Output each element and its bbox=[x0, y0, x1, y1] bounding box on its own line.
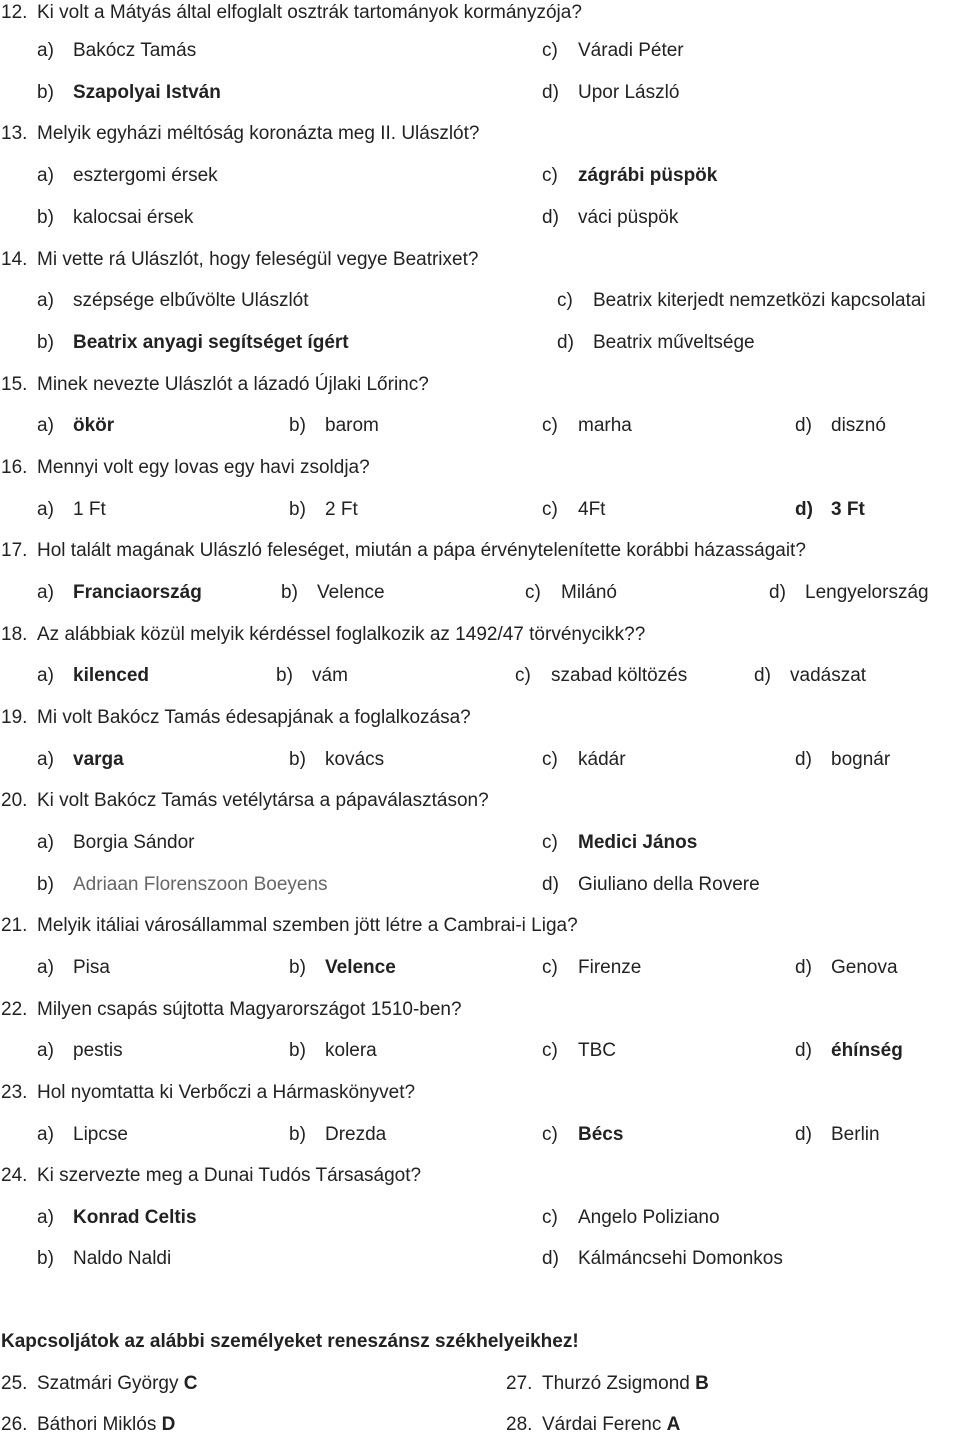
option-c: c) marha bbox=[542, 415, 632, 436]
question-number: 23. bbox=[1, 1082, 28, 1103]
match-item: 27. Thurzó Zsigmond B bbox=[506, 1373, 709, 1394]
question-text: Melyik itáliai városállammal szemben jött létre a Cambrai-i Liga? bbox=[37, 915, 578, 936]
options-row bbox=[0, 579, 960, 607]
option-d: d) Giuliano della Rovere bbox=[542, 874, 760, 895]
question-text: Mi volt Bakócz Tamás édesapjának a foglalkozása? bbox=[37, 707, 471, 728]
question-number: 12. bbox=[1, 2, 28, 23]
question-20 bbox=[0, 787, 960, 815]
match-item: 28. Várdai Ferenc A bbox=[506, 1414, 681, 1435]
option-d: d) Upor László bbox=[542, 82, 680, 103]
option-a: a) Borgia Sándor bbox=[37, 832, 195, 853]
question-number: 21. bbox=[1, 915, 28, 936]
option-a: a) kilenced bbox=[37, 665, 150, 686]
question-text: Mi vette rá Ulászlót, hogy feleségül vegye Beatrixet? bbox=[37, 249, 479, 270]
option-b: b) kolera bbox=[289, 1040, 377, 1061]
question-number: 18. bbox=[1, 624, 28, 645]
option-c: c) szabad költözés bbox=[515, 665, 688, 686]
option-a: a) Lipcse bbox=[37, 1124, 128, 1145]
option-b: b) Drezda bbox=[289, 1124, 387, 1145]
option-d: d) vadászat bbox=[754, 665, 867, 686]
match-item: 25. Szatmári György C bbox=[1, 1373, 198, 1394]
option-a: a) Pisa bbox=[37, 957, 110, 978]
option-d: d) Beatrix műveltsége bbox=[557, 332, 755, 353]
option-d: d) váci püspök bbox=[542, 207, 679, 228]
question-21 bbox=[0, 912, 960, 940]
option-c: c) Angelo Poliziano bbox=[542, 1207, 720, 1228]
option-d: d) éhínség bbox=[795, 1040, 903, 1061]
question-text: Ki volt a Mátyás által elfoglalt osztrák tartományok kormányzója? bbox=[37, 2, 582, 23]
options-row bbox=[0, 162, 960, 190]
option-b: b) vám bbox=[276, 665, 348, 686]
options-row bbox=[0, 1121, 960, 1149]
match-item: 26. Báthori Miklós D bbox=[1, 1414, 176, 1435]
question-15 bbox=[0, 371, 960, 399]
option-b: b) kovács bbox=[289, 749, 385, 770]
question-text: Ki szervezte meg a Dunai Tudós Társaságot? bbox=[37, 1165, 422, 1186]
options-row bbox=[0, 746, 960, 774]
option-c: c) Bécs bbox=[542, 1124, 624, 1145]
option-a: a) szépsége elbűvölte Ulászlót bbox=[37, 290, 309, 311]
question-text: Az alábbiak közül melyik kérdéssel foglalkozik az 1492/47 törvénycikk?? bbox=[37, 624, 646, 645]
question-24 bbox=[0, 1162, 960, 1190]
question-18 bbox=[0, 621, 960, 649]
options-row bbox=[0, 871, 960, 899]
options-row bbox=[0, 287, 960, 315]
option-a: a) varga bbox=[37, 749, 124, 770]
option-a: a) esztergomi érsek bbox=[37, 165, 218, 186]
options-row bbox=[0, 329, 960, 357]
option-a: a) Franciaország bbox=[37, 582, 202, 603]
option-a: a) Bakócz Tamás bbox=[37, 40, 197, 61]
options-row bbox=[0, 1204, 960, 1232]
option-c: c) zágrábi püspök bbox=[542, 165, 718, 186]
option-d: d) bognár bbox=[795, 749, 891, 770]
question-text: Melyik egyházi méltóság koronázta meg II. Ulászlót? bbox=[37, 123, 480, 144]
option-d: d) 3 Ft bbox=[795, 499, 865, 520]
question-number: 17. bbox=[1, 540, 28, 561]
question-22 bbox=[0, 996, 960, 1024]
option-a: a) ökör bbox=[37, 415, 115, 436]
question-number: 20. bbox=[1, 790, 28, 811]
question-number: 24. bbox=[1, 1165, 28, 1186]
question-13 bbox=[0, 120, 960, 148]
question-number: 22. bbox=[1, 999, 28, 1020]
option-c: c) Beatrix kiterjedt nemzetközi kapcsolatai bbox=[557, 290, 926, 311]
question-number: 13. bbox=[1, 123, 28, 144]
options-row bbox=[0, 954, 960, 982]
options-row bbox=[0, 79, 960, 107]
question-number: 15. bbox=[1, 374, 28, 395]
question-text: Hol talált magának Ulászló feleséget, miután a pápa érvénytelenítette korábbi házasságait? bbox=[37, 540, 806, 561]
question-text: Mennyi volt egy lovas egy havi zsoldja? bbox=[37, 457, 370, 478]
question-19 bbox=[0, 704, 960, 732]
option-c: c) 4Ft bbox=[542, 499, 606, 520]
options-row bbox=[0, 662, 960, 690]
options-row bbox=[0, 1037, 960, 1065]
options-row bbox=[0, 204, 960, 232]
option-d: d) Berlin bbox=[795, 1124, 880, 1145]
option-c: c) Váradi Péter bbox=[542, 40, 684, 61]
option-b: b) Szapolyai István bbox=[37, 82, 221, 103]
question-text: Hol nyomtatta ki Verbőczi a Hármaskönyvet? bbox=[37, 1082, 416, 1103]
option-c: c) Medici János bbox=[542, 832, 698, 853]
option-b: b) Velence bbox=[289, 957, 396, 978]
option-b: b) barom bbox=[289, 415, 379, 436]
option-c: c) Firenze bbox=[542, 957, 642, 978]
option-b: b) Beatrix anyagi segítséget ígért bbox=[37, 332, 349, 353]
question-23 bbox=[0, 1079, 960, 1107]
options-row bbox=[0, 412, 960, 440]
option-a: a) 1 Ft bbox=[37, 499, 106, 520]
question-14 bbox=[0, 246, 960, 274]
options-row bbox=[0, 496, 960, 524]
question-number: 14. bbox=[1, 249, 28, 270]
option-d: d) disznó bbox=[795, 415, 886, 436]
question-number: 19. bbox=[1, 707, 28, 728]
option-d: d) Kálmáncsehi Domonkos bbox=[542, 1248, 783, 1269]
option-d: d) Lengyelország bbox=[769, 582, 929, 603]
option-b: b) Naldo Naldi bbox=[37, 1248, 172, 1269]
option-b: b) kalocsai érsek bbox=[37, 207, 194, 228]
options-row bbox=[0, 829, 960, 857]
option-b: b) Velence bbox=[281, 582, 385, 603]
question-17 bbox=[0, 537, 960, 565]
matching-heading: Kapcsoljátok az alábbi személyeket reneszánsz székhelyeikhez! bbox=[1, 1331, 579, 1352]
question-text: Minek nevezte Ulászlót a lázadó Újlaki Lőrinc? bbox=[37, 374, 429, 395]
option-a: a) pestis bbox=[37, 1040, 123, 1061]
option-b: b) Adriaan Florenszoon Boeyens bbox=[37, 874, 328, 895]
question-number: 16. bbox=[1, 457, 28, 478]
question-text: Ki volt Bakócz Tamás vetélytársa a pápaválasztáson? bbox=[37, 790, 489, 811]
option-d: d) Genova bbox=[795, 957, 898, 978]
question-16 bbox=[0, 454, 960, 482]
option-c: c) TBC bbox=[542, 1040, 616, 1061]
question-text: Milyen csapás sújtotta Magyarországot 1510-ben? bbox=[37, 999, 462, 1020]
option-c: c) Milánó bbox=[525, 582, 617, 603]
option-c: c) kádár bbox=[542, 749, 626, 770]
option-a: a) Konrad Celtis bbox=[37, 1207, 197, 1228]
options-row bbox=[0, 37, 960, 65]
option-b: b) 2 Ft bbox=[289, 499, 358, 520]
question-12 bbox=[0, 0, 960, 27]
options-row bbox=[0, 1245, 960, 1273]
